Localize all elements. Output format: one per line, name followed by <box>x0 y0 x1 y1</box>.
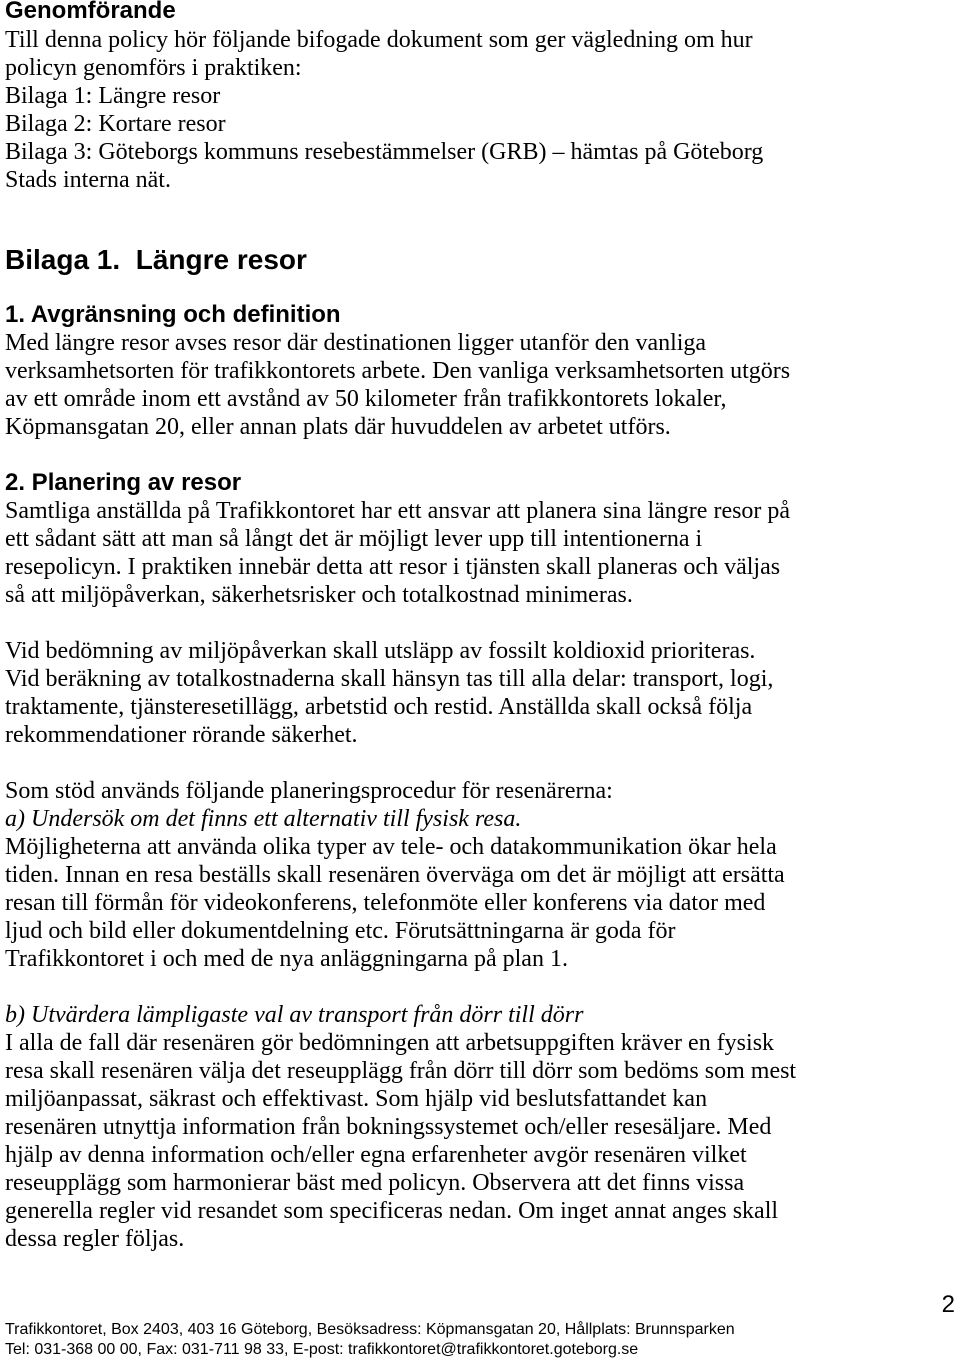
footer-address: Trafikkontoret, Box 2403, 403 16 Göteborg, Besöksadress: Köpmansgatan 20, Hållplats: Brunnsparken <box>5 1321 735 1338</box>
body-line: resa skall resenären välja det reseupplägg från dörr till dörr som bedöms som mest <box>5 1058 797 1084</box>
document-body <box>5 301 796 1253</box>
body-line: reseupplägg som harmonierar bäst med policyn. Observera att det finns vissa <box>5 1170 745 1196</box>
body-line: Köpmansgatan 20, eller annan plats där huvuddelen av arbetet utförs. <box>5 414 671 440</box>
intro-paragraph <box>5 26 763 194</box>
body-line: resepolicyn. I praktiken innebär detta att resor i tjänsten skall planeras och väljas <box>5 554 781 580</box>
intro-line: policyn genomförs i praktiken: <box>5 55 302 81</box>
attachment-item: Stads interna nät. <box>5 167 171 193</box>
body-line: Vid bedömning av miljöpåverkan skall utsläpp av fossilt koldioxid prioriteras. <box>5 638 756 664</box>
step-heading: b) Utvärdera lämpligaste val av transport från dörr till dörr <box>5 1002 584 1028</box>
intro-line: Till denna policy hör följande bifogade dokument som ger vägledning om hur <box>5 27 753 53</box>
section-heading: Genomförande <box>5 0 176 24</box>
attachment-item: Bilaga 2: Kortare resor <box>5 111 226 137</box>
page-number: 2 <box>941 1291 955 1318</box>
attachment-item: Bilaga 3: Göteborgs kommuns resebestämmelser (GRB) – hämtas på Göteborg <box>5 139 764 165</box>
footer-contact: Tel: 031-368 00 00, Fax: 031-711 98 33, E-post: trafikkontoret@trafikkontoret.goteborg.se <box>5 1341 639 1358</box>
body-line: rekommendationer rörande säkerhet. <box>5 722 358 748</box>
body-line: Med längre resor avses resor där destinationen ligger utanför den vanliga <box>5 330 707 356</box>
body-line: resan till förmån för videokonferens, telefonmöte eller konferens via dator med <box>5 890 766 916</box>
subsection-heading: 1. Avgränsning och definition <box>5 301 341 328</box>
body-line: generella regler vid resandet som specificeras nedan. Om inget annat anges skall <box>5 1198 779 1224</box>
body-line: Vid beräkning av totalkostnaderna skall hänsyn tas till alla delar: transport, logi, <box>5 666 774 692</box>
body-line: hjälp av denna information och/eller egna erfarenheter avgör resenären vilket <box>5 1142 747 1168</box>
body-line: miljöanpassat, säkrast och effektivast. Som hjälp vid beslutsfattandet kan <box>5 1086 708 1112</box>
step-heading: a) Undersök om det finns ett alternativ till fysisk resa. <box>5 806 522 832</box>
paragraph-spacer <box>5 749 796 777</box>
body-line: verksamhetsorten för trafikkontorets arbete. Den vanliga verksamhetsorten utgörs <box>5 358 791 384</box>
body-line: Samtliga anställda på Trafikkontoret har ett ansvar att planera sina längre resor på <box>5 498 791 524</box>
paragraph-spacer <box>5 609 796 637</box>
attachment-item: Bilaga 1: Längre resor <box>5 83 221 109</box>
procedure-intro: Som stöd används följande planeringsprocedur för resenärerna: <box>5 778 613 804</box>
body-line: Möjligheterna att använda olika typer av tele- och datakommunikation ökar hela <box>5 834 777 860</box>
body-line: dessa regler följas. <box>5 1226 185 1252</box>
body-line: tiden. Innan en resa beställs skall resenären överväga om det är möjligt att ersätta <box>5 862 785 888</box>
body-line: traktamente, tjänsteresetillägg, arbetstid och restid. Anställda skall också följa <box>5 694 753 720</box>
appendix-title: Bilaga 1. Längre resor <box>5 244 307 275</box>
body-line: så att miljöpåverkan, säkerhetsrisker och totalkostnad minimeras. <box>5 582 633 608</box>
body-line: ett sådant sätt att man så långt det är möjligt lever upp till intentionerna i <box>5 526 703 552</box>
body-line: av ett område inom ett avstånd av 50 kilometer från trafikkontorets lokaler, <box>5 386 727 412</box>
paragraph-spacer <box>5 973 796 1001</box>
body-line: ljud och bild eller dokumentdelning etc. Förutsättningarna är goda för <box>5 918 676 944</box>
subsection-heading: 2. Planering av resor <box>5 469 242 496</box>
body-line: resenären utnyttja information från bokningssystemet och/eller resesäljare. Med <box>5 1114 772 1140</box>
body-line: Trafikkontoret i och med de nya anläggningarna på plan 1. <box>5 946 568 972</box>
body-line: I alla de fall där resenären gör bedömningen att arbetsuppgiften kräver en fysisk <box>5 1030 775 1056</box>
paragraph-spacer <box>5 441 796 469</box>
